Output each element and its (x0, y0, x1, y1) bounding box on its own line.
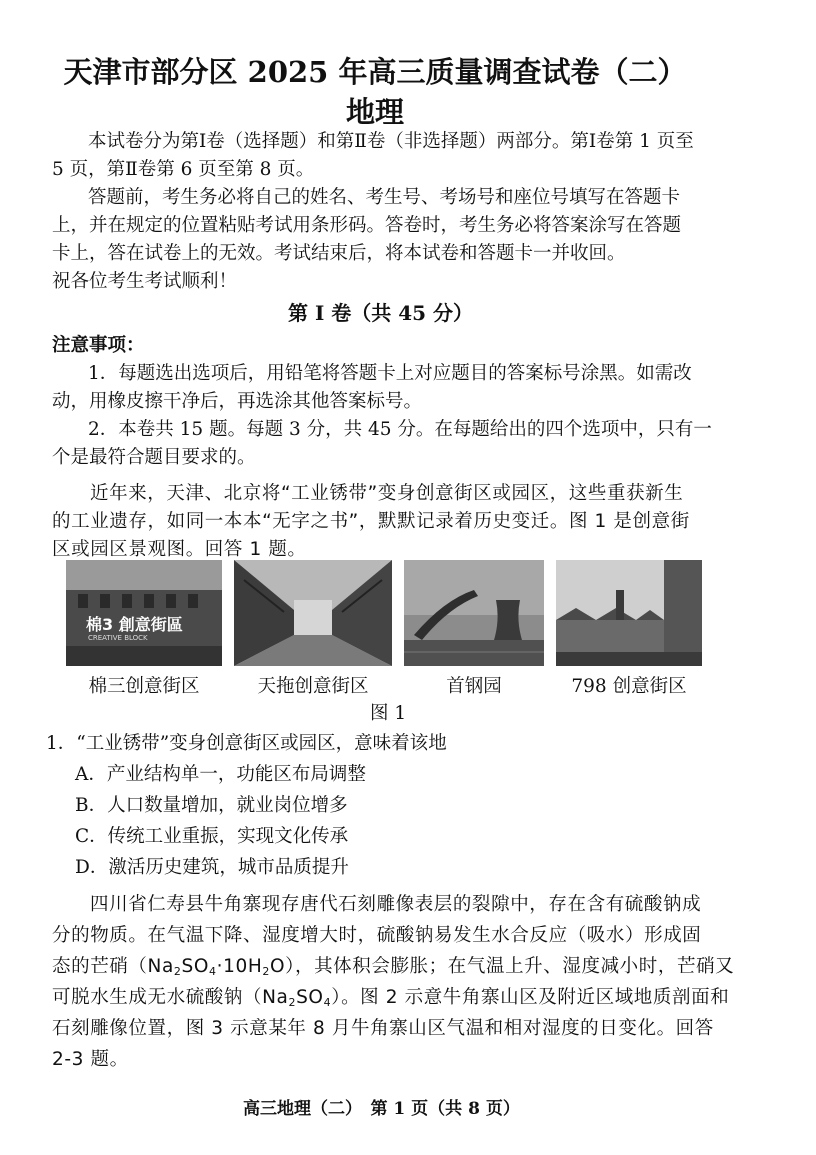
subscript: 2 (288, 996, 297, 1009)
figure1-caption: 天拖创意街区 (257, 676, 369, 697)
notes-line: 2．本卷共 15 题。每题 3 分，共 45 分。在每题给出的四个选项中，只有一 (88, 419, 712, 440)
intro-line: 卡上，答在试卷上的无效。考试结束后，将本试卷和答题卡一并收回。 (52, 243, 626, 264)
question1-option: C．传统工业重振，实现文化传承 (75, 826, 349, 847)
photo-shougang (404, 560, 544, 666)
subscript: 2 (262, 965, 270, 978)
passage1-line: 近年来，天津、北京将“工业锈带”变身创意街区或园区，这些重获新生 (90, 483, 684, 504)
passage2-text: ）。图 2 示意牛角寨山区及附近区域地质剖面和 (331, 987, 730, 1008)
paper-title: 天津市部分区 2025 年高三质量调查试卷（二） (63, 55, 687, 89)
photo-sign-text: 棉3 創意街區 (86, 615, 183, 634)
passage1-line: 区或园区景观图。回答 1 题。 (52, 539, 307, 560)
intro-line: 本试卷分为第Ⅰ卷（选择题）和第Ⅱ卷（非选择题）两部分。第Ⅰ卷第 1 页至 (88, 131, 694, 152)
passage1-line: 的工业遗存，如同一本本“无字之书”，默默记录着历史变迁。图 1 是创意街 (52, 511, 690, 532)
notes-line: 个是最符合题目要求的。 (52, 447, 256, 468)
question1-option: A．产业结构单一，功能区布局调整 (75, 764, 366, 785)
intro-line: 祝各位考生考试顺利！ (52, 271, 238, 292)
subscript: 2 (173, 965, 182, 978)
passage2-text: 可脱水生成无水硫酸钠（Na (52, 987, 289, 1008)
passage2-line: 石刻雕像位置，图 3 示意某年 8 月牛角寨山区气温和相对湿度的日变化。回答 (52, 1018, 714, 1039)
passage2-text: 态的芒硝（Na (52, 956, 174, 977)
subscript: 4 (209, 965, 217, 978)
passage2-text: SO (296, 987, 324, 1008)
intro-line: 5 页，第Ⅱ卷第 6 页至第 8 页。 (52, 159, 315, 180)
photo-mian-san (66, 560, 222, 666)
figure1-caption: 棉三创意街区 (88, 676, 200, 697)
figure1-label: 图 1 (370, 703, 407, 724)
notes-line: 动，用橡皮擦干净后，再选涂其他答案标号。 (52, 391, 423, 412)
passage2-line: 分的物质。在气温下降、湿度增大时，硫酸钠易发生水合反应（吸水）形成固 (52, 925, 702, 946)
question1-option: D．激活历史建筑，城市品质提升 (75, 857, 349, 878)
intro-line: 上，并在规定的位置粘贴考试用条形码。答卷时，考生务必将答案涂写在答题 (52, 215, 682, 236)
passage2-line: 四川省仁寿县牛角寨现存唐代石刻雕像表层的裂隙中，存在含有硫酸钠成 (90, 894, 702, 915)
figure1-caption: 首钢园 (446, 676, 502, 697)
photo-798 (556, 560, 702, 666)
page-footer: 高三地理（二） 第 1 页（共 8 页） (243, 1099, 520, 1119)
passage2-text: O），其体积会膨胀；在气温上升、湿度减小时，芒硝又 (269, 956, 735, 977)
passage2-line (52, 952, 734, 978)
notes-heading: 注意事项： (52, 335, 145, 356)
subject-title: 地理 (345, 95, 404, 129)
passage2-text: ·10H (216, 956, 263, 977)
photo-sign-subtext: CREATIVE BLOCK (88, 634, 148, 642)
figure1-caption: 798 创意街区 (571, 676, 687, 697)
passage2-text: SO (181, 956, 210, 977)
notes-line: 1．每题选出选项后，用铅笔将答题卡上对应题目的答案标号涂黑。如需改 (88, 363, 692, 384)
section-title: 第 Ⅰ 卷（共 45 分） (288, 301, 474, 325)
intro-line: 答题前，考生务必将自己的姓名、考生号、考场号和座位号填写在答题卡 (88, 187, 681, 208)
subscript: 4 (323, 996, 332, 1009)
passage2-line: 2-3 题。 (52, 1049, 129, 1070)
question1-stem: 1．“工业锈带”变身创意街区或园区，意味着该地 (46, 733, 447, 754)
photo-tian-tuo (234, 560, 392, 666)
question1-option: B．人口数量增加，就业岗位增多 (75, 795, 348, 816)
passage2-line (52, 983, 729, 1009)
